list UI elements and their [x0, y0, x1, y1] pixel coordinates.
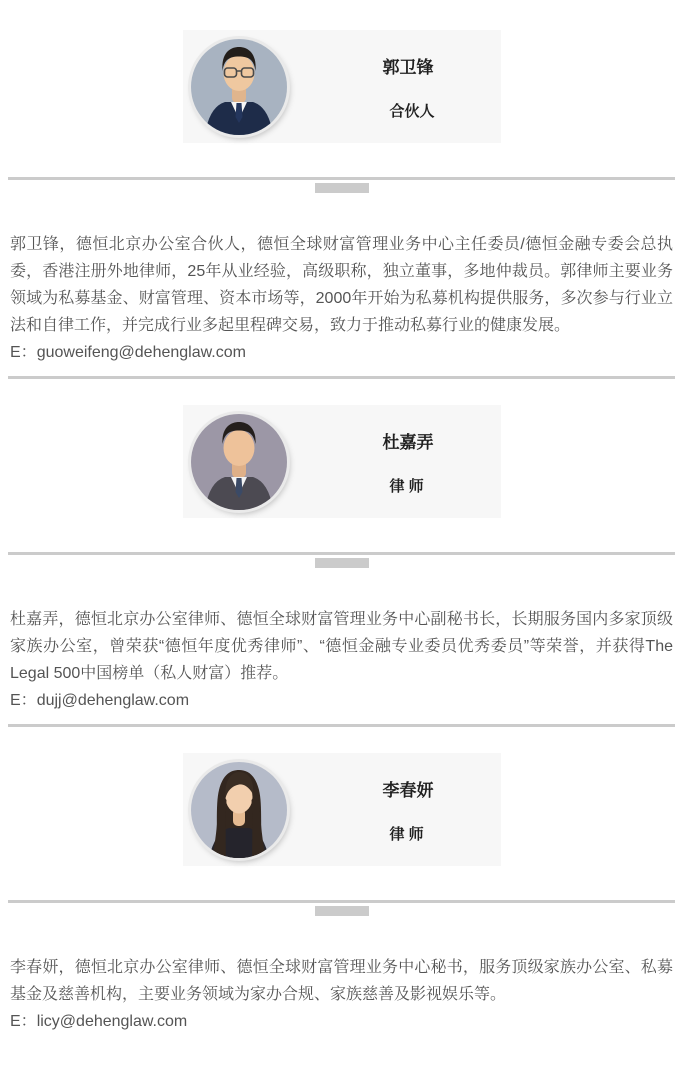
email-label: E：: [10, 692, 37, 709]
profile-info: [383, 428, 434, 496]
person-name: 郭卫锋: [382, 57, 434, 77]
bio-paragraph: [10, 231, 673, 366]
email-address: licy@dehenglaw.com: [36, 1013, 188, 1030]
bio-text: 李春妍，德恒北京办公室律师、德恒全球财富管理业务中心秘书，服务顶级家族办公室、私募基金及慈善机构，主要业务领域为家办合规、家族慈善及影视娱乐等。: [10, 959, 673, 1003]
bio-text: 杜嘉弄，德恒北京办公室律师、德恒全球财富管理业务中心副秘书长，长期服务国内多家顶级家族办公室，曾荣获“德恒年度优秀律师”、“德恒金融专业委员优秀委员”等荣誉，并获得The Legal 500中国榜单（私人财富）推荐。: [10, 611, 673, 682]
email-label: E：: [10, 344, 37, 361]
profile-card: [183, 753, 501, 866]
person-title: 合伙人: [389, 102, 435, 120]
email-line: [10, 692, 189, 709]
person-name: 李春妍: [382, 780, 434, 800]
bio-text: 郭卫锋，德恒北京办公室合伙人，德恒全球财富管理业务中心主任委员/德恒金融专委会总执委，香港注册外地律师，25年从业经验，高级职称，独立董事，多地仲裁员。郭律师主要业务领域为私募基金、财富管理、资本市场等，2000年开始为私募机构提供服务，多次参与行业立法和自律工作，并完成行业多起里程碑交易，致力于推动私募行业的健康发展。: [10, 236, 673, 334]
email-line: [10, 344, 246, 361]
email-label: E：: [10, 1013, 37, 1030]
profile-info: [383, 53, 435, 121]
person-title: 律 师: [389, 477, 424, 495]
profile-section-lichunyan: [0, 753, 683, 1035]
bio-paragraph: [10, 954, 673, 1035]
profile-card: [183, 30, 501, 143]
divider-tab: [315, 906, 369, 916]
profile-section-dujianong: [0, 405, 683, 727]
portrait-photo: [191, 762, 287, 858]
section-divider-with-tab: [8, 177, 675, 193]
bio-paragraph: [10, 606, 673, 714]
divider-tab: [315, 558, 369, 568]
divider-tab: [315, 183, 369, 193]
female-portrait-icon: [191, 762, 287, 858]
person-title: 律 师: [389, 825, 424, 843]
profile-info: [383, 776, 434, 844]
email-address: guoweifeng@dehenglaw.com: [36, 344, 246, 361]
male-portrait-glasses-icon: [191, 39, 287, 135]
profile-card: [183, 405, 501, 518]
person-name: 杜嘉弄: [382, 432, 434, 452]
profile-section-guoweifeng: [0, 30, 683, 379]
divider-line: [8, 376, 675, 379]
male-portrait-icon: [191, 414, 287, 510]
email-address: dujj@dehenglaw.com: [36, 692, 190, 709]
divider-line: [8, 724, 675, 727]
section-divider-with-tab: [8, 900, 675, 916]
portrait-photo: [191, 39, 287, 135]
section-divider-with-tab: [8, 552, 675, 568]
email-line: [10, 1013, 187, 1030]
portrait-photo: [191, 414, 287, 510]
